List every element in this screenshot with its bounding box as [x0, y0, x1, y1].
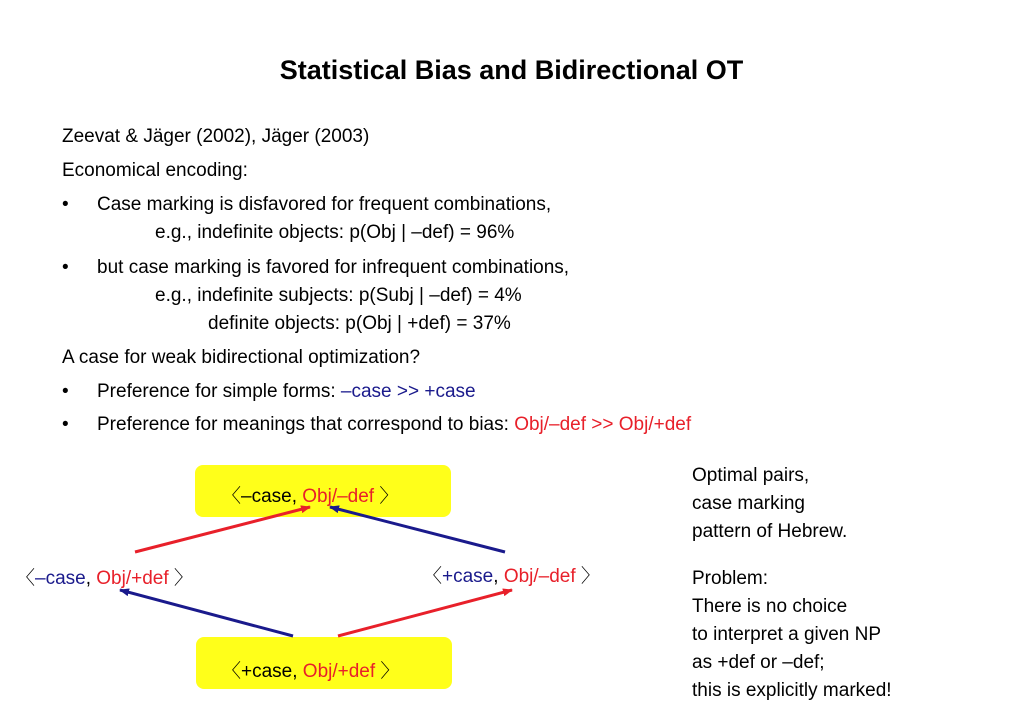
bullet-marker: • [62, 381, 69, 402]
economical-encoding-label: Economical encoding: [62, 160, 248, 181]
pair-left-comma: , [85, 568, 97, 589]
side-note-optimal [692, 462, 847, 546]
pair-left-meaning: Obj/+def [96, 568, 169, 589]
pair-top-form: 〈–case, [222, 486, 303, 507]
bullet-2-text: but case marking is favored for infrequent combinations, [97, 257, 570, 278]
side-note-problem [692, 565, 892, 705]
bullet-3-text: Preference for simple forms: [97, 381, 341, 402]
bullet-2-example-1: e.g., indefinite subjects: p(Subj | –def) = 4% [155, 285, 522, 306]
bullet-1-text: Case marking is disfavored for frequent combinations, [97, 194, 552, 215]
arrow-right-to-top [330, 507, 505, 552]
question-line: A case for weak bidirectional optimization? [62, 347, 421, 368]
arrow-bottom-to-right [338, 590, 512, 636]
bullet-1-example: e.g., indefinite objects: p(Obj | –def) = 96% [155, 222, 515, 243]
bullet-marker: • [62, 194, 69, 215]
side-note-line: this is explicitly marked! [692, 680, 892, 701]
pair-right-comma: , [493, 566, 504, 587]
bullet-2-example-2: definite objects: p(Obj | +def) = 37% [208, 313, 511, 334]
pair-right-meaning: Obj/–def [503, 566, 576, 587]
pair-bottom [222, 656, 399, 683]
bullet-3-highlight: –case >> +case [340, 381, 476, 402]
side-note-line: as +def or –def; [692, 652, 825, 673]
bullet-4-highlight: Obj/–def >> Obj/+def [514, 414, 692, 435]
side-note-line: case marking [692, 493, 805, 514]
pair-top [222, 481, 398, 508]
bullet-marker: • [62, 414, 69, 435]
pair-left-close: 〉 [168, 568, 193, 589]
references: Zeevat & Jäger (2002), Jäger (2003) [62, 126, 370, 147]
bullet-marker: • [62, 257, 69, 278]
pair-top-meaning: Obj/–def [302, 486, 375, 507]
pair-right-close: 〉 [575, 566, 600, 587]
pair-left-form: –case [35, 568, 86, 589]
bullet-4-text: Preference for meanings that correspond to bias: [97, 414, 515, 435]
pair-right [423, 561, 600, 588]
pair-bottom-close: 〉 [375, 661, 400, 682]
pair-right-open: 〈 [423, 566, 443, 587]
side-note-line: to interpret a given NP [692, 624, 882, 645]
side-note-line: There is no choice [692, 596, 848, 617]
side-note-line: Optimal pairs, [692, 465, 810, 486]
pair-bottom-meaning: Obj/+def [302, 661, 376, 682]
pair-left [16, 563, 193, 590]
pair-top-close: 〉 [374, 486, 399, 507]
pair-right-form: +case [442, 566, 494, 587]
arrow-bottom-to-left [120, 590, 293, 636]
arrow-left-to-top [135, 507, 310, 552]
pair-left-open: 〈 [16, 568, 36, 589]
side-note-line: pattern of Hebrew. [692, 521, 848, 542]
pair-bottom-form: 〈+case, [222, 661, 303, 682]
slide-title: Statistical Bias and Bidirectional OT [279, 55, 744, 85]
side-note-line: Problem: [692, 568, 769, 589]
